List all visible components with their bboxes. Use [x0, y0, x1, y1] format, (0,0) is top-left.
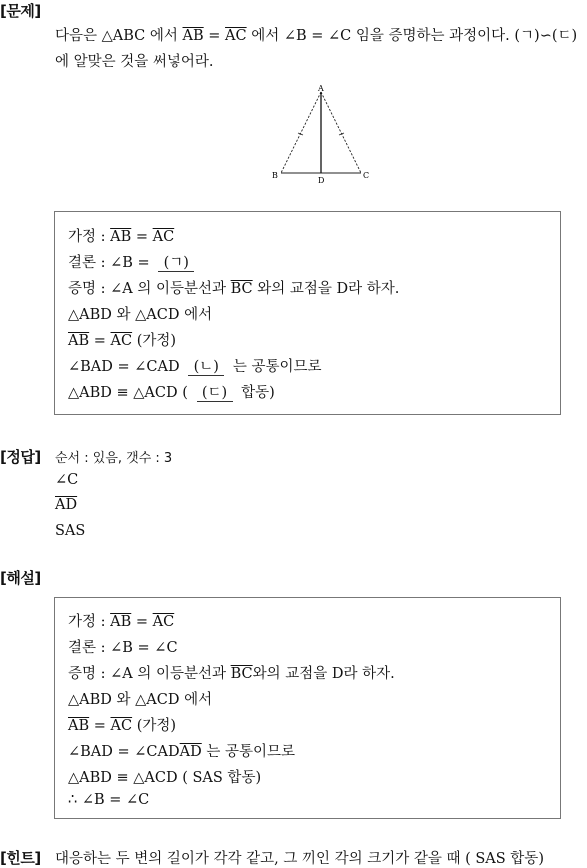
side-ab: [281, 92, 321, 173]
blank-1: (ㄱ): [158, 255, 194, 272]
problem-proof-box: [54, 211, 561, 415]
text: 증명 : ∠A 의 이등분선과: [68, 281, 231, 297]
answer-1: ∠C: [55, 472, 79, 488]
segment-ac: $\overline{AC}$: [152, 614, 175, 630]
text: ∠BAD = ∠CAD: [68, 359, 185, 375]
text: 증명 : ∠A 의 이등분선과: [68, 666, 231, 682]
answer-tag: [정답]: [0, 448, 41, 466]
text: (가정): [132, 333, 177, 349]
hint-tag: [힌트]: [0, 849, 41, 867]
equals: =: [131, 229, 153, 245]
text: △ABD ≡ △ACD (: [68, 385, 193, 401]
equals: =: [89, 333, 111, 349]
blank-3: (ㄷ): [197, 385, 233, 402]
answer-meta: 순서 : 있음, 갯수 : 3: [55, 451, 173, 466]
box-line-assumption: [68, 225, 174, 246]
text: 결론 : ∠B =: [68, 255, 155, 271]
equals: =: [131, 614, 153, 630]
text: (가정): [132, 718, 177, 734]
text: 와의 교점을 D라 하자.: [252, 281, 400, 297]
label-c: C: [363, 171, 370, 180]
box-line-proof: [68, 277, 399, 298]
exp-line-assumption: [68, 610, 174, 631]
text: 는 공통이므로: [201, 744, 295, 760]
segment-ab: $\overline{AB}$: [68, 333, 90, 349]
text: 합동): [236, 385, 275, 401]
answer-3: SAS: [55, 523, 86, 539]
answer-2: [55, 497, 77, 513]
exp-line-therefore: ∴ ∠B = ∠C: [68, 792, 150, 808]
segment-ad: $\overline{AD}$: [179, 744, 202, 760]
text: ∠BAD = ∠CAD: [68, 744, 180, 760]
side-ac: [321, 92, 361, 173]
text: 는 공통이므로: [228, 359, 322, 375]
box-line-congruence: [68, 381, 275, 402]
exp-line-sides: [68, 714, 176, 735]
segment-ab: $\overline{AB}$: [110, 229, 132, 245]
box-line-sides: [68, 329, 176, 350]
segment-ab: $\overline{AB}$: [182, 28, 204, 44]
exp-line-proof: [68, 662, 395, 683]
exp-line-conclusion: 결론 : ∠B = ∠C: [68, 640, 178, 656]
segment-ac: $\overline{AC}$: [110, 718, 133, 734]
label-a: A: [318, 84, 324, 93]
segment-ac: $\overline{AC}$: [110, 333, 133, 349]
exp-line-congruence: △ABD ≡ △ACD ( SAS 합동): [68, 770, 262, 786]
segment-bc: $\overline{BC}$: [230, 666, 253, 682]
exp-line-triangles: △ABD 와 △ACD 에서: [68, 692, 213, 708]
problem-text: 에서 ∠B = ∠C 임을 증명하는 과정이다. (ㄱ)∽(ㄷ): [246, 28, 578, 44]
explanation-proof-box: [54, 597, 561, 819]
box-line-conclusion: [68, 251, 198, 272]
text: 와의 교점을 D라 하자.: [252, 666, 395, 682]
segment-ab: $\overline{AB}$: [110, 614, 132, 630]
problem-line-2: 에 알맞은 것을 써넣어라.: [55, 54, 214, 70]
hint-text: 대응하는 두 변의 길이가 각각 같고, 그 끼인 각의 크기가 같을 때 ( SAS 합동): [55, 851, 544, 867]
segment-ac: $\overline{AC}$: [225, 28, 247, 44]
problem-line-1: [55, 24, 577, 45]
segment-ad: $\overline{AD}$: [55, 497, 78, 513]
equals: =: [203, 28, 226, 44]
text: 가정 :: [68, 614, 111, 630]
problem-text: 다음은 △ABC 에서: [55, 28, 183, 44]
equals: =: [89, 718, 111, 734]
box-line-triangles: △ABD 와 △ACD 에서: [68, 307, 213, 323]
segment-ac: $\overline{AC}$: [152, 229, 175, 245]
explanation-tag: [해설]: [0, 569, 41, 587]
box-line-angles: [68, 355, 322, 376]
segment-ab: $\overline{AB}$: [68, 718, 90, 734]
exp-line-angles: [68, 740, 295, 761]
blank-2: (ㄴ): [188, 359, 224, 376]
segment-bc: $\overline{BC}$: [230, 281, 253, 297]
label-d: D: [318, 176, 325, 185]
label-b: B: [272, 171, 278, 180]
text: 가정 :: [68, 229, 111, 245]
problem-tag: [문제]: [0, 2, 41, 20]
triangle-figure: [266, 80, 376, 188]
